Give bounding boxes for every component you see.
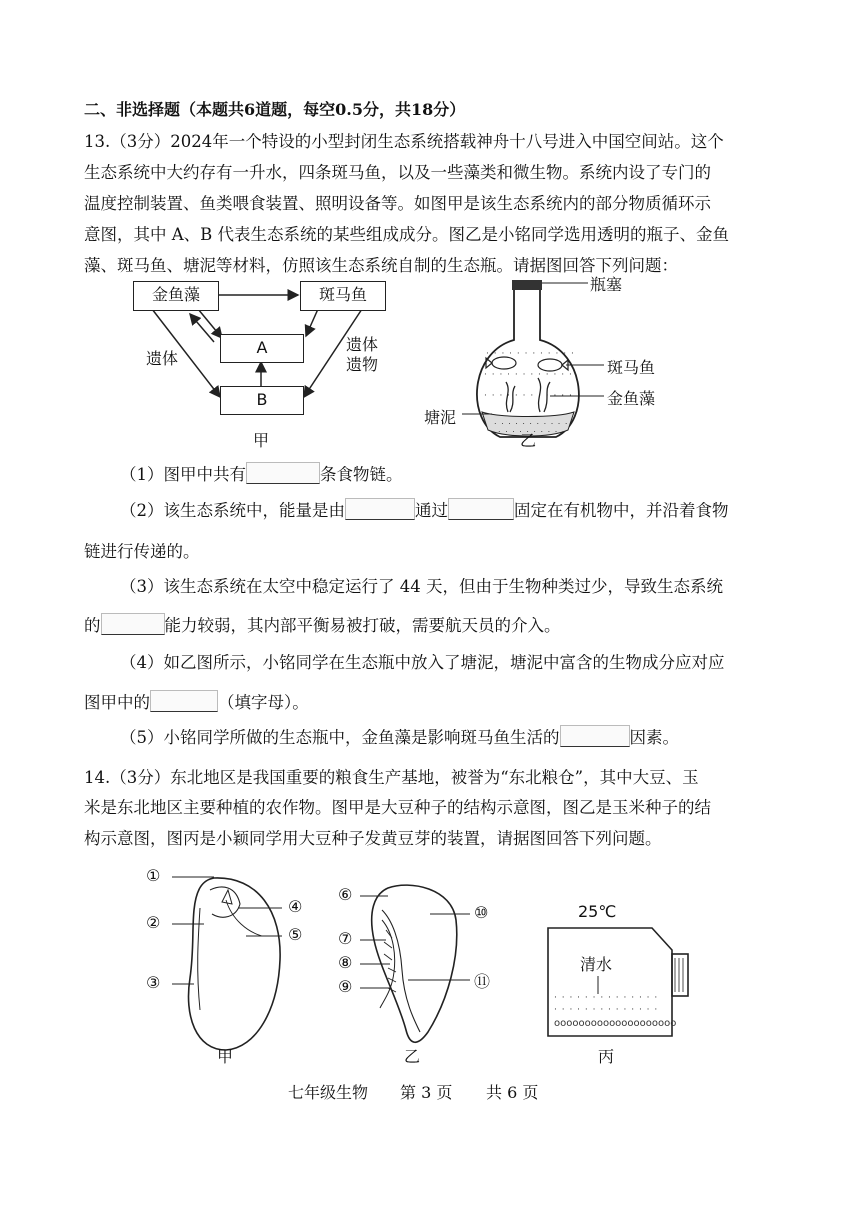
- label-circle-5: ⑤: [288, 925, 303, 944]
- q13-s1: （1）图甲中共有 条食物链。: [120, 461, 403, 485]
- q14-caption-bing: 丙: [598, 1047, 615, 1066]
- label-circle-2: ②: [146, 913, 161, 932]
- q13-intro-line-1: 13.（3分）2024年一个特设的小型封闭生态系统搭载神舟十八号进入中国空间站。这个: [84, 132, 724, 151]
- answer-blank-2a[interactable]: [345, 498, 415, 520]
- q13-s3-cont: 的 能力较弱，其内部平衡易被打破，需要航天员的介入。: [84, 612, 561, 636]
- answer-blank-5[interactable]: [560, 725, 630, 747]
- node-banmayu: 斑马鱼: [300, 281, 386, 311]
- svg-text:· · · · · · · · · · · · · ·: · · · · · · · · · · · · · ·: [554, 993, 659, 1003]
- label-temperature: 25℃: [578, 902, 617, 921]
- label-circle-8: ⑧: [338, 953, 353, 972]
- answer-blank-2b[interactable]: [448, 498, 514, 520]
- answer-blank-1[interactable]: [246, 462, 320, 484]
- label-water: 清水: [580, 955, 613, 974]
- q13-intro-line-5: 藻、斑马鱼、塘泥等材料，仿照该生态系统自制的生态瓶。请据图回答下列问题：: [84, 256, 678, 275]
- label-circle-10: ⑩: [474, 903, 489, 922]
- footer-subject: 七年级生物: [288, 1083, 369, 1102]
- q13-s5: （5）小铭同学所做的生态瓶中，金鱼藻是影响斑马鱼生活的 因素。: [120, 724, 679, 748]
- label-circle-9: ⑨: [338, 977, 353, 996]
- svg-text:· · · · · · · · · · · · · ·: · · · · · · · · · · · · · ·: [554, 1005, 659, 1015]
- footer-total: 共 6 页: [486, 1083, 539, 1102]
- label-yiti-left: 遗体: [146, 349, 179, 368]
- svg-text:· · · · · · · · · · · ·: · · · · · · · · · · · ·: [484, 391, 573, 401]
- svg-text:· · · · · · · · · · · ·: · · · · · · · · · · · ·: [486, 349, 575, 359]
- bottle-stopper: [512, 280, 542, 290]
- node-b: B: [220, 386, 304, 415]
- answer-blank-3[interactable]: [101, 613, 165, 635]
- q13-intro-line-4: 意图，其中 A、B 代表生态系统的某些组成成分。图乙是小铭同学选用透明的瓶子、金鱼: [84, 225, 730, 244]
- node-a: A: [220, 334, 304, 363]
- svg-text:. . . . . . . . . .: . . . . . . . . . .: [498, 425, 566, 434]
- label-yiti-right: 遗体: [346, 335, 379, 354]
- label-pingsai: 瓶塞: [590, 275, 623, 294]
- q13-caption-jia: 甲: [253, 431, 270, 450]
- q13-s2-cont: 链进行传递的。: [84, 542, 200, 561]
- label-banmayu: 斑马鱼: [607, 358, 656, 377]
- section-title: 二、非选择题（本题共6道题，每空0.5分，共18分）: [84, 100, 466, 119]
- answer-blank-4[interactable]: [150, 690, 218, 712]
- q14-caption-jia: 甲: [217, 1047, 234, 1066]
- label-circle-11: ⑪: [474, 972, 491, 991]
- q13-intro-line-2: 生态系统中大约存有一升水，四条斑马鱼，以及一些藻类和微生物。系统内设了专门的: [84, 163, 711, 182]
- node-jinyuzao: 金鱼藻: [133, 281, 219, 311]
- footer-page: 第 3 页: [400, 1083, 453, 1102]
- water-dots: [484, 349, 575, 401]
- q14-intro-line-3: 构示意图，图丙是小颖同学用大豆种子发黄豆芽的装置，请据图回答下列问题。: [84, 829, 662, 848]
- q13-s3: （3）该生态系统在太空中稳定运行了 44 天，但由于生物种类过少，导致生态系统: [120, 577, 723, 596]
- label-circle-6: ⑥: [338, 885, 353, 904]
- svg-text:oooooooooooooooooooo: oooooooooooooooooooo: [554, 1018, 677, 1029]
- q13-s4-cont: 图甲中的 （填字母）。: [84, 689, 309, 713]
- q14-caption-yi: 乙: [404, 1047, 421, 1066]
- eco-bottle-illustration: [0, 0, 860, 460]
- svg-text:· · · · · · · · · · · ·: · · · · · · · · · · · ·: [484, 370, 573, 380]
- q14-intro-line-1: 14.（3分）东北地区是我国重要的粮食生产基地，被誉为“东北粮仓”，其中大豆、玉: [84, 768, 699, 787]
- q13-intro-line-3: 温度控制装置、鱼类喂食装置、照明设备等。如图甲是该生态系统内的部分物质循环示: [84, 194, 711, 213]
- label-circle-7: ⑦: [338, 929, 353, 948]
- label-circle-3: ③: [146, 973, 161, 992]
- label-jinyuzao: 金鱼藻: [607, 389, 656, 408]
- label-yiwu-right: 遗物: [346, 355, 379, 374]
- q13-s2: （2）该生态系统中，能量是由 通过 固定在有机物中，并沿着食物: [120, 497, 729, 521]
- soybean-seed: [189, 878, 281, 1050]
- label-tangni: 塘泥: [424, 408, 457, 427]
- svg-text:. . . . . . . . . . .: . . . . . . . . . . .: [494, 417, 569, 426]
- q14-figures-svg: [0, 860, 860, 1060]
- q13-s4: （4）如乙图所示，小铭同学在生态瓶中放入了塘泥，塘泥中富含的生物成分应对应: [120, 653, 725, 672]
- label-circle-4: ④: [288, 897, 303, 916]
- q14-intro-line-2: 米是东北地区主要种植的农作物。图甲是大豆种子的结构示意图，图乙是玉米种子的结: [84, 798, 711, 817]
- label-circle-1: ①: [146, 866, 161, 885]
- water-and-seeds: [554, 993, 676, 1029]
- q13-caption-yi: 乙: [520, 431, 537, 450]
